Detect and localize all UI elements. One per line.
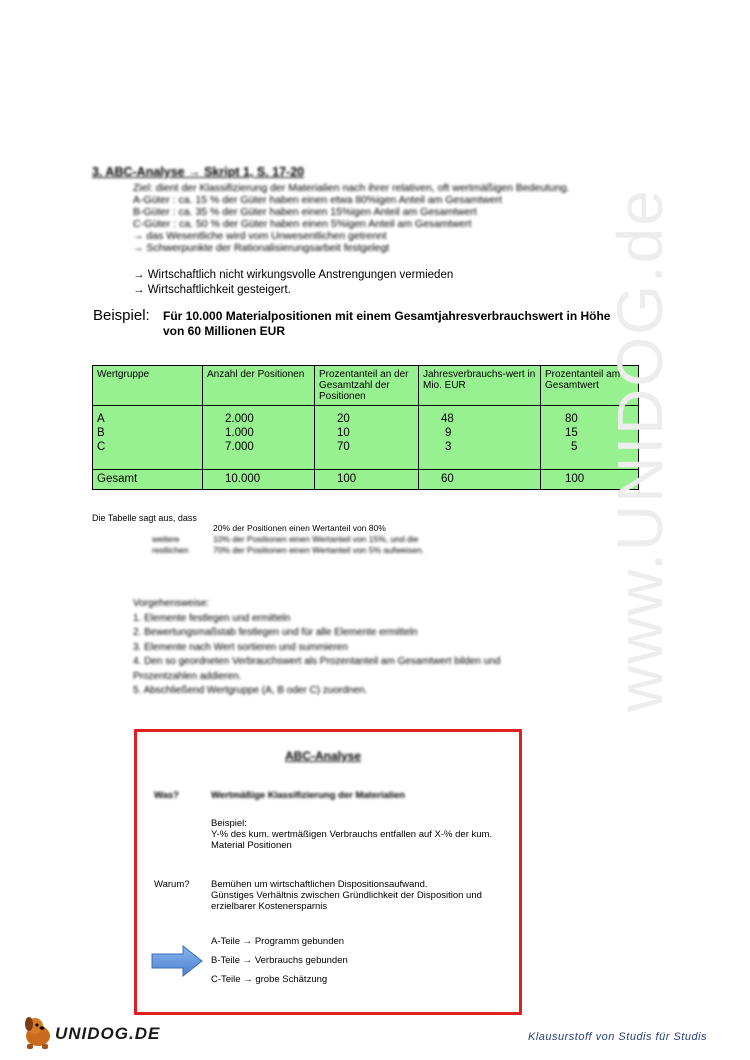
says-line: [152, 545, 424, 556]
section-title: 3. ABC-Analyse → Skript 1, S. 17-20: [92, 165, 305, 179]
table-says-lines: [152, 523, 424, 556]
procedure-line: Prozentzahlen addieren.: [133, 670, 242, 682]
warum-label: Warum?: [154, 879, 190, 890]
table-cell-groups: [93, 406, 203, 470]
right-arrow-icon: [151, 945, 203, 982]
total-cell: 100: [315, 470, 419, 490]
pct-value: 15: [565, 427, 578, 439]
pct-value: 5: [571, 441, 578, 453]
intro-line: B-Güter : ca. 35 % der Güter haben einen 15%igen Anteil am Gesamtwert: [133, 206, 477, 218]
dog-logo-icon: [22, 1014, 56, 1055]
box-title: ABC-Analyse: [285, 749, 362, 763]
intro-line: Ziel: dient der Klassifizierung der Materialien nach ihrer relativen, oft wertmäßigen Bedeutung.: [133, 182, 570, 194]
example-label: Beispiel:: [93, 307, 150, 324]
procedure-line: 3. Elemente nach Wert sortieren und summieren: [133, 641, 348, 653]
table-row: [93, 406, 639, 470]
group-value: A: [97, 413, 105, 425]
table-header: Wertgruppe: [93, 366, 203, 406]
total-cell: 100: [541, 470, 639, 490]
table-header: Jahresverbrauchs-wert in Mio. EUR: [419, 366, 541, 406]
warum-text: [211, 879, 482, 912]
says-label: restlichen: [152, 545, 189, 555]
says-line: [152, 534, 424, 545]
box-example-label: Beispiel:: [211, 818, 247, 829]
procedure-line: 1. Elemente festlegen und ermitteln: [133, 612, 291, 624]
was-label: Was?: [154, 790, 179, 801]
warum-line: erzielbarer Kostenersparnis: [211, 901, 328, 912]
intro-sharp-line: → Wirtschaftlichkeit gesteigert.: [133, 284, 291, 296]
example-text-line: Für 10.000 Materialpositionen mit einem Gesamtjahresverbrauchswert in Höhe: [163, 309, 611, 323]
table-cell-value-mio: [419, 406, 541, 470]
example-text: [163, 309, 623, 339]
says-text: 10% der Positionen einen Wertanteil von 15%, und die: [213, 534, 419, 544]
part-item: C-Teile → grobe Schätzung: [211, 974, 328, 985]
box-example-line: Material Positionen: [211, 840, 292, 851]
says-label: weitere: [152, 534, 180, 544]
value-mio: 9: [445, 427, 452, 439]
count-value: 1.000: [225, 427, 254, 439]
box-example-line: Y-% des kum. wertmäßigen Verbrauchs entfallen auf X-% der kum.: [211, 829, 493, 840]
table-header: Anzahl der Positionen: [203, 366, 315, 406]
intro-line: → das Wesentliche wird vom Unwesentlichen getrennt: [133, 230, 387, 242]
says-line: 20% der Positionen einen Wertanteil von 80%: [213, 523, 386, 533]
count-value: 2.000: [225, 413, 254, 425]
intro-line: C-Güter : ca. 50 % der Güter haben einen 5%igen Anteil am Gesamtwert: [133, 218, 472, 230]
count-value: 7.000: [225, 441, 254, 453]
group-value: C: [97, 441, 106, 453]
procedure-line: 4. Den so geordneten Verbrauchswert als Prozentanteil am Gesamtwert bilden und: [133, 656, 501, 667]
table-total-row: [93, 470, 639, 490]
intro-line: → Schwerpunkte der Rationalisierungsarbeit festgelegt: [133, 242, 390, 254]
procedure-block: [133, 597, 613, 699]
procedure-line: 2. Bewertungsmaßstab festlegen und für alle Elemente ermitteln: [133, 627, 418, 638]
abc-table: [92, 365, 639, 490]
procedure-line: 5. Abschließend Wertgruppe (A, B oder C) zuordnen.: [133, 685, 368, 696]
pct-count-value: 10: [337, 427, 350, 439]
value-mio: 3: [445, 441, 452, 453]
intro-line: A-Güter : ca. 15 % der Güter haben einen etwa 80%igen Anteil am Gesamtwert: [133, 194, 502, 206]
watermark: www.UNIDOG.de: [604, 188, 676, 712]
table-header: Prozentanteil an der Gesamtzahl der Positionen: [315, 366, 419, 406]
intro-sharp-line: → Wirtschaftlich nicht wirkungsvolle Anstrengungen vermieden: [133, 269, 454, 281]
warum-line: Günstiges Verhältnis zwischen Gründlichkeit der Disposition und: [211, 890, 482, 901]
total-cell: Gesamt: [93, 470, 203, 490]
footer-text: Klausurstoff von Studis für Studis: [528, 1031, 708, 1043]
says-text: 70% der Positionen einen Wertanteil von 5% aufweisen.: [213, 545, 425, 555]
total-cell: 60: [419, 470, 541, 490]
part-item: B-Teile → Verbrauchs gebunden: [211, 955, 348, 966]
pct-count-value: 70: [337, 441, 350, 453]
box-example: [211, 818, 492, 851]
example-text-line: von 60 Millionen EUR: [163, 324, 286, 338]
table-header: Prozentanteil am Gesamtwert: [541, 366, 639, 406]
part-item: A-Teile → Programm gebunden: [211, 936, 345, 947]
was-text: Wertmäßige Klassifizierung der Materialien: [211, 790, 406, 801]
pct-value: 80: [565, 413, 578, 425]
table-cell-pct-count: [315, 406, 419, 470]
logo-text: UNIDOG.DE: [55, 1024, 161, 1043]
value-mio: 48: [441, 413, 454, 425]
table-header-row: [93, 366, 639, 406]
group-value: B: [97, 427, 105, 439]
total-cell: 10.000: [203, 470, 315, 490]
procedure-line: Vorgehensweise:: [133, 598, 210, 609]
warum-line: Bemühen um wirtschaftlichen Dispositionsaufwand.: [211, 879, 428, 890]
table-cell-counts: [203, 406, 315, 470]
table-says-intro: Die Tabelle sagt aus, dass: [92, 513, 197, 523]
pct-count-value: 20: [337, 413, 350, 425]
